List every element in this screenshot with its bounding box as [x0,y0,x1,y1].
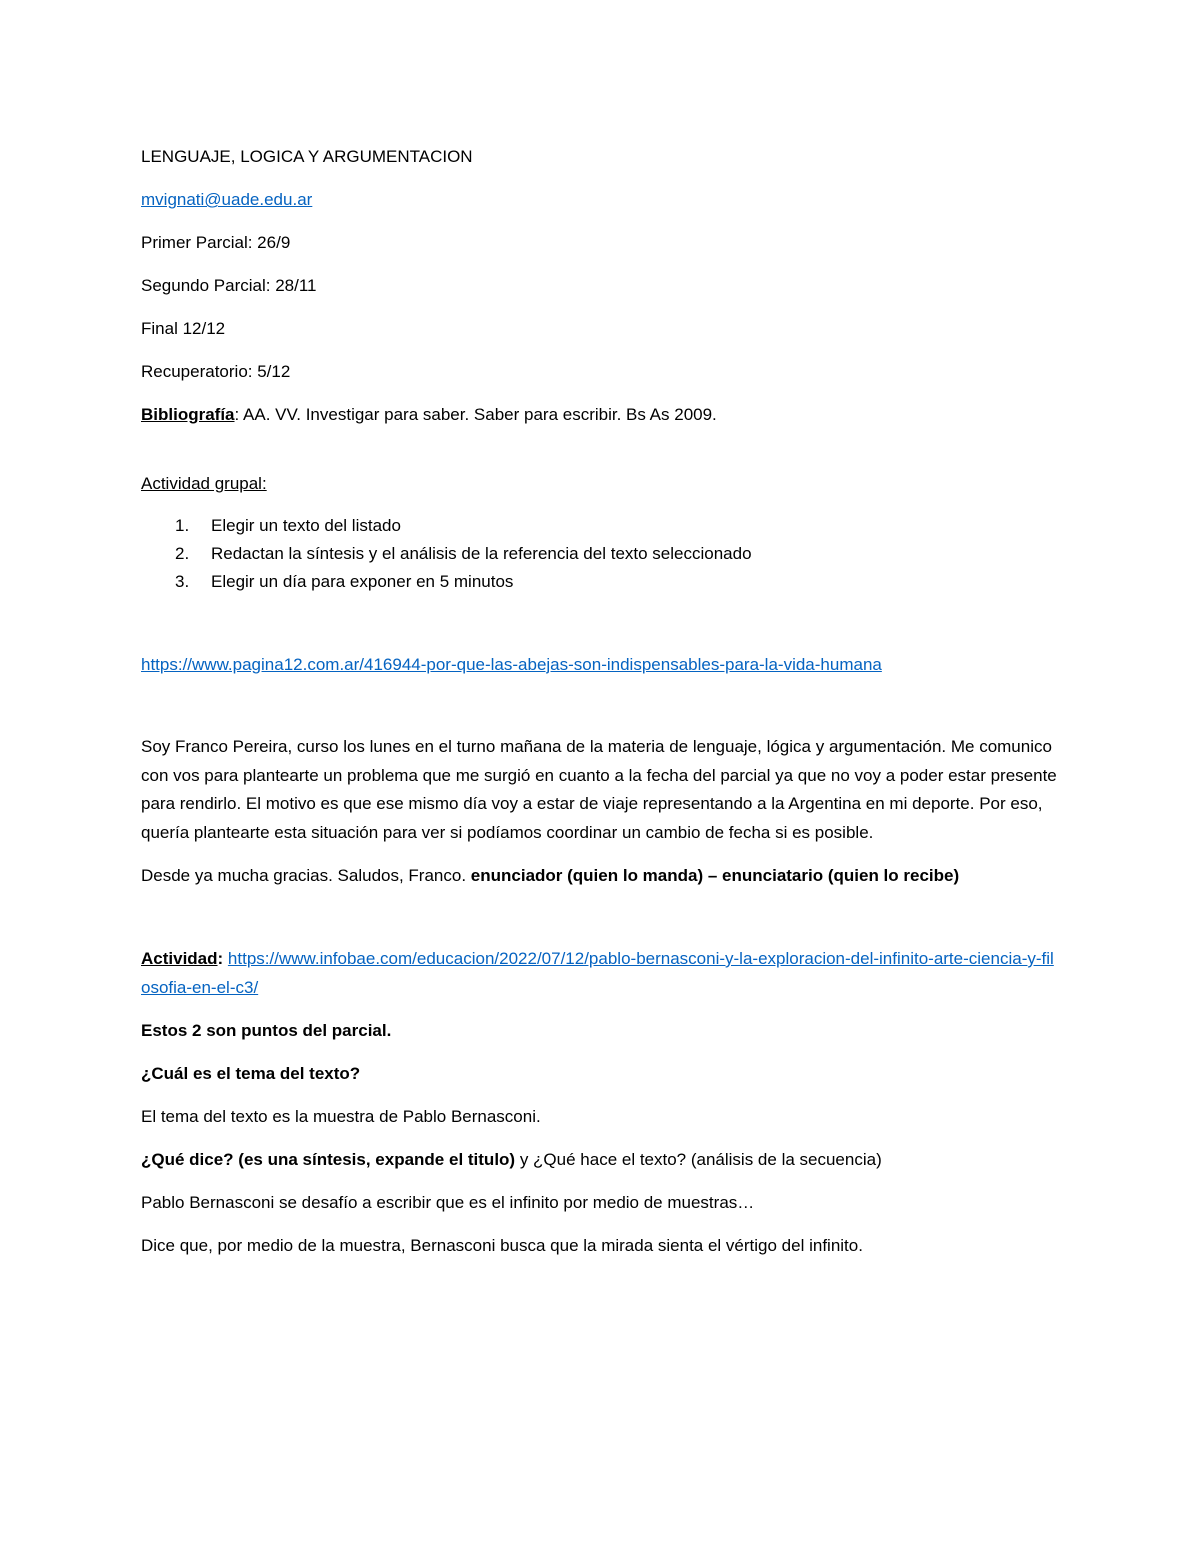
list-item [141,540,1061,568]
date-recuperatorio: Recuperatorio: 5/12 [141,362,291,381]
list-item-text: Elegir un día para exponer en 5 minutos [211,572,514,591]
letter-closing-line [141,861,1061,890]
bibliografia-line [141,400,1061,429]
puntos-note: Estos 2 son puntos del parcial. [141,1021,392,1040]
document-title: LENGUAJE, LOGICA Y ARGUMENTACION [141,147,473,166]
answer-2: Pablo Bernasconi se desafío a escribir que es el infinito por medio de muestras… [141,1193,755,1212]
document-content [141,142,1061,1274]
question-2-bold: ¿Qué dice? (es una síntesis, expande el titulo) [141,1150,516,1169]
actividad-grupal-label: Actividad grupal: [141,474,267,493]
infobae-link[interactable]: https://www.infobae.com/educacion/2022/07/12/pablo-bernasconi-y-la-exploracion-del-infinito-arte-ciencia-y-filosofia-en-el-c3/ [141,949,1054,997]
list-item-text: Elegir un texto del listado [211,516,401,535]
bibliografia-text: : AA. VV. Investigar para saber. Saber para escribir. Bs As 2009. [234,405,717,424]
list-item-number: 1. [175,516,190,535]
date-primer-parcial: Primer Parcial: 26/9 [141,233,291,252]
answer-1: El tema del texto es la muestra de Pablo Bernasconi. [141,1107,541,1126]
letter-body: Soy Franco Pereira, curso los lunes en el turno mañana de la materia de lenguaje, lógica y argumentación. Me comunico con vos para plantearte un problema que me surgió en cuanto a la fecha del parcial ya que no voy a poder estar presente para rendirlo. El motivo es que ese mismo día voy a estar de viaje representando a la Argentina en mi deporte. Por eso, quería plantearte esta situación para ver si podíamos coordinar un cambio de fecha si es posible. [141,737,1057,842]
actividad-label: Actividad [141,949,218,968]
list-item-text: Redactan la síntesis y el análisis de la referencia del texto seleccionado [211,544,752,563]
date-final: Final 12/12 [141,319,226,338]
question-2-rest: y ¿Qué hace el texto? (análisis de la secuencia) [515,1150,882,1169]
list-item-number: 2. [175,544,190,563]
answer-3: Dice que, por medio de la muestra, Bernasconi busca que la mirada sienta el vértigo del infinito. [141,1236,863,1255]
letter-note: enunciador (quien lo manda) – enunciatario (quien lo recibe) [470,866,960,885]
email-link[interactable]: mvignati@uade.edu.ar [141,190,313,209]
list-item-number: 3. [175,572,190,591]
list-item [141,568,1061,596]
list-item [141,512,1061,540]
actividad-colon: : [217,949,228,968]
letter-closing: Desde ya mucha gracias. Saludos, Franco. [141,866,471,885]
question-2 [141,1145,1061,1174]
actividad-grupal-heading [141,469,1061,498]
actividad-line [141,944,1061,1002]
date-segundo-parcial: Segundo Parcial: 28/11 [141,276,317,295]
task-list [141,512,1061,596]
bibliografia-label: Bibliografía [141,405,235,424]
pagina12-link[interactable]: https://www.pagina12.com.ar/416944-por-que-las-abejas-son-indispensables-para-la-vida-humana [141,655,882,674]
question-1: ¿Cuál es el tema del texto? [141,1064,361,1083]
